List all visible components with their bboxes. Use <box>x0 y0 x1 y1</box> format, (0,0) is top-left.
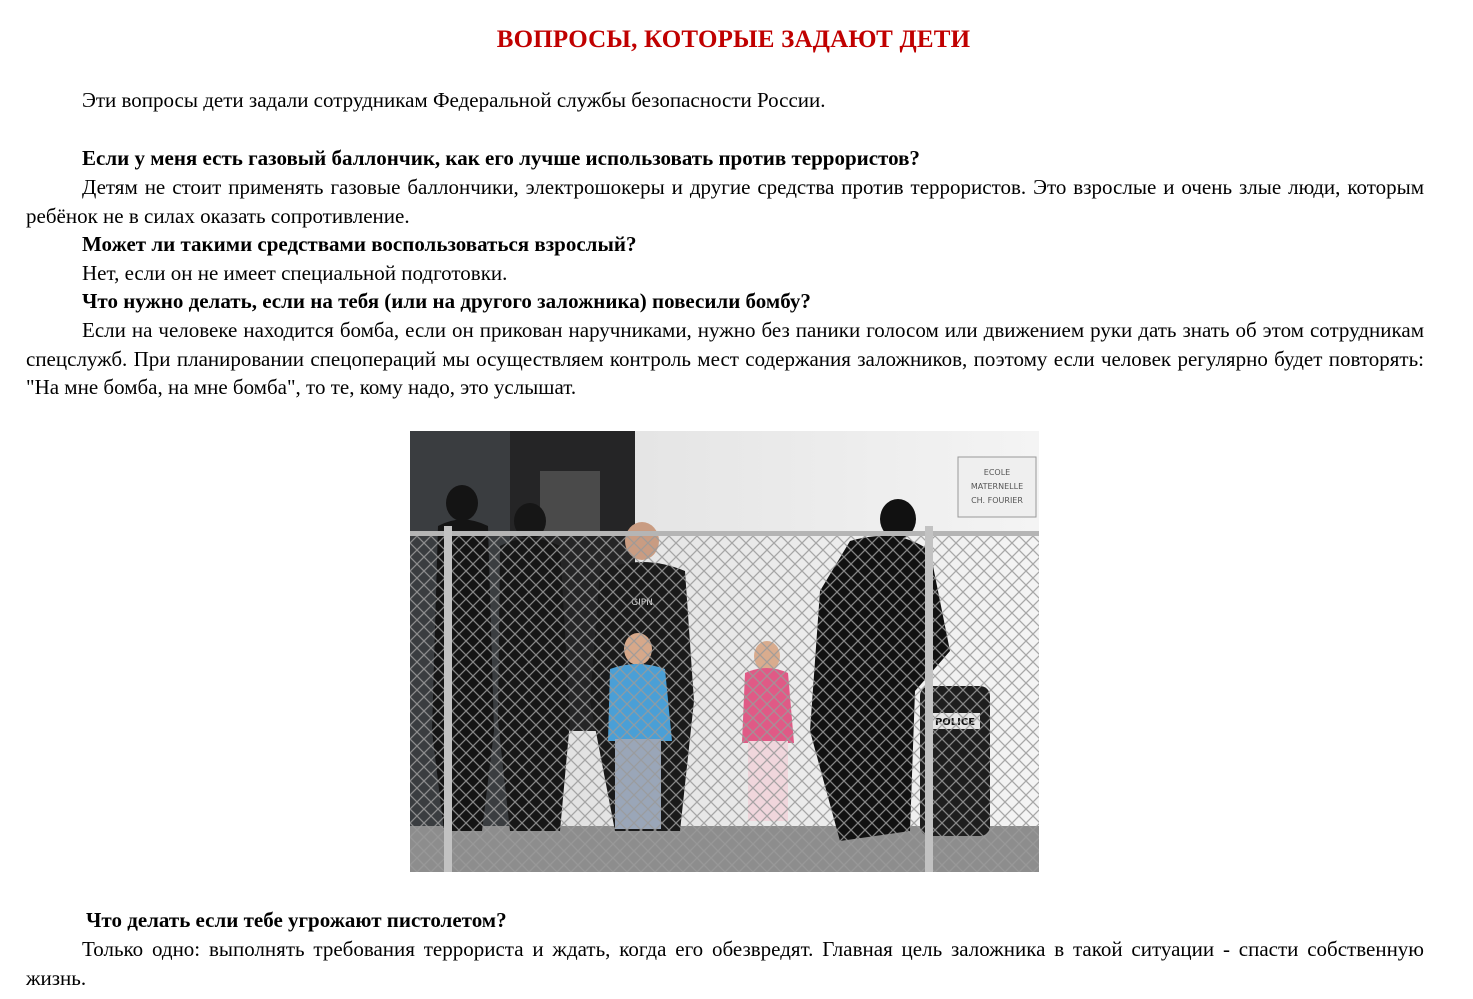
sign-line-1: ECOLE <box>983 468 1011 477</box>
intro-paragraph: Эти вопросы дети задали сотрудникам Федеральной службы безопасности России. <box>82 88 826 112</box>
answer-3: Если на человеке находится бомба, если он прикован наручниками, нужно без паники голосом или движением руки дать знать об этом сотрудникам спецслужб. При планировании спецопераций мы осуществляем контроль мест содержания заложников, поэтому если человек регулярно будет повторять: "На мне бомба, на мне бомба", то те, кому надо, это услышат. <box>26 318 1424 399</box>
hostage-rescue-photo <box>410 431 1039 872</box>
question-4: Что делать если тебе угрожают пистолетом? <box>86 908 507 932</box>
question-1: Если у меня есть газовый баллончик, как его лучше использовать против террористов? <box>82 146 920 170</box>
question-2: Может ли такими средствами воспользоваться взрослый? <box>82 232 637 256</box>
sign-line-2: MATERNELLE <box>970 482 1024 491</box>
answer-1: Детям не стоит применять газовые баллончики, электрошокеры и другие средства против террористов. Это взрослые и очень злые люди, которым ребёнок не в силах оказать сопротивление. <box>26 175 1424 228</box>
answer-2: Нет, если он не имеет специальной подготовки. <box>82 261 508 285</box>
question-3: Что нужно делать, если на тебя (или на другого заложника) повесили бомбу? <box>82 289 811 313</box>
photo-illustration <box>410 431 1039 872</box>
school-sign <box>958 457 1036 517</box>
answer-4: Только одно: выполнять требования террориста и ждать, когда его обезвредят. Главная цель заложника в такой ситуации - спасти собственную жизнь. <box>26 937 1424 990</box>
page-title: ВОПРОСЫ, КОТОРЫЕ ЗАДАЮТ ДЕТИ <box>496 26 971 53</box>
sign-line-3: CH. FOURIER <box>971 496 1023 505</box>
